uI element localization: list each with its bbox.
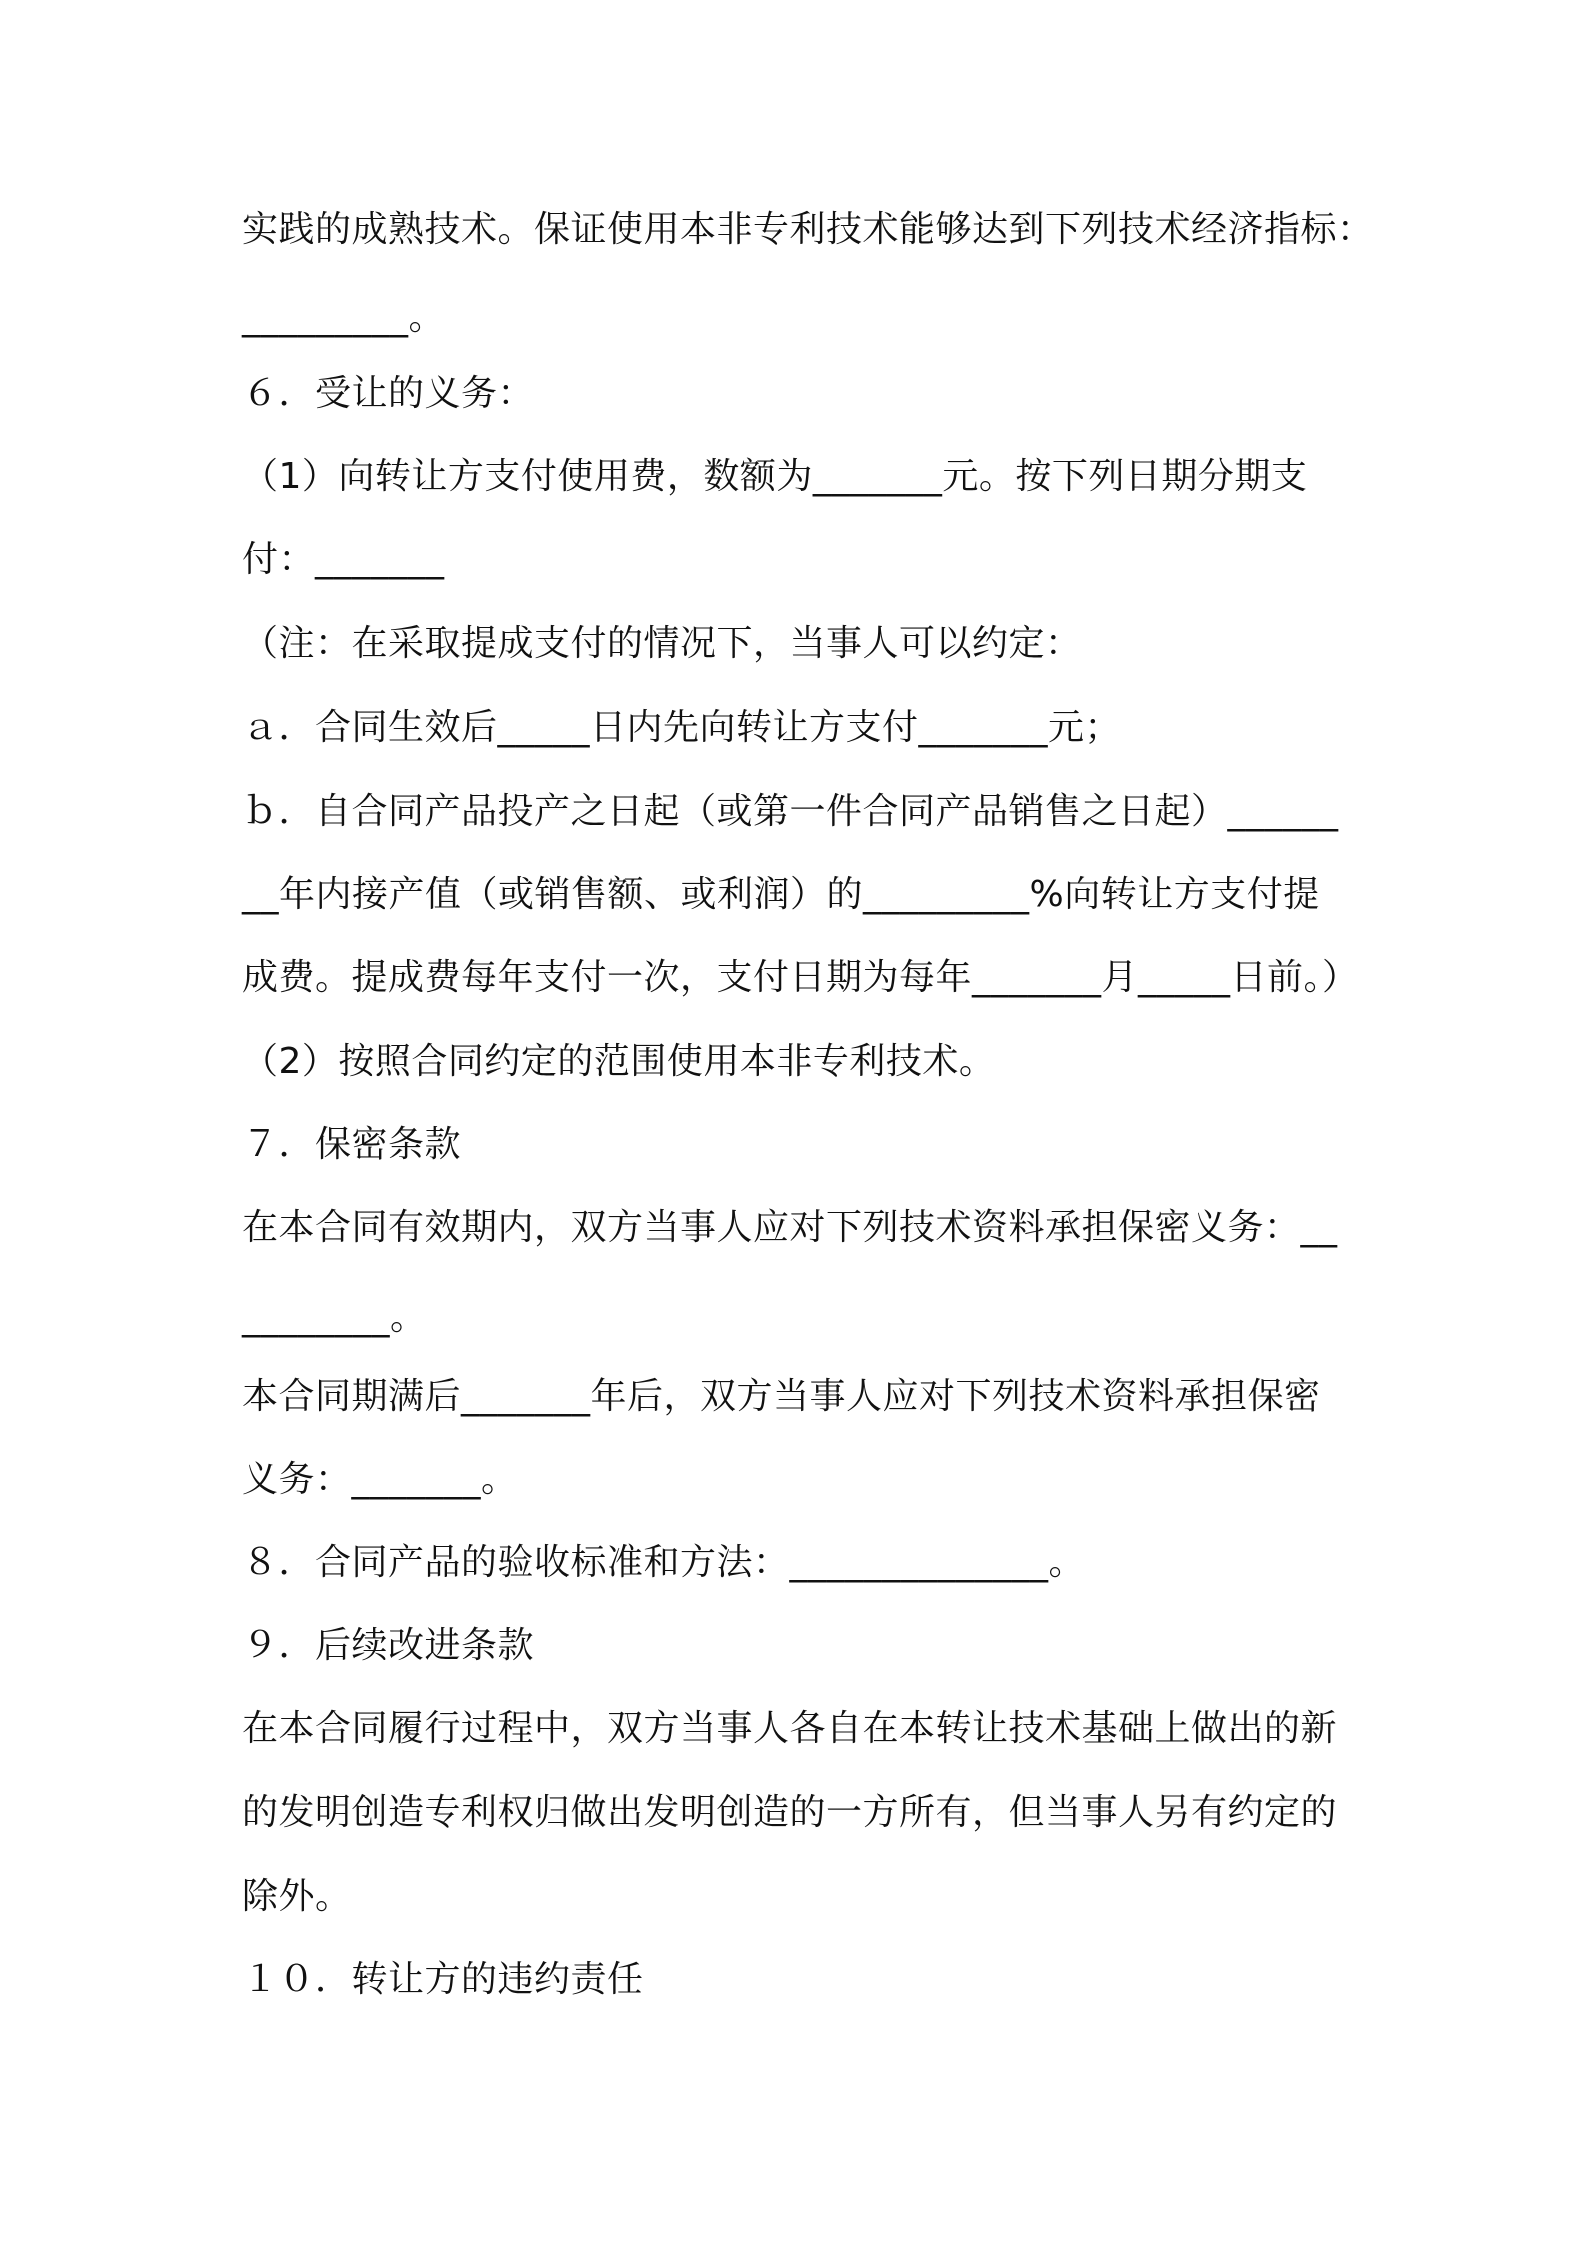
text-line: 实践的成熟技术。保证使用本非专利技术能够达到下列技术经济指标： — [242, 209, 1374, 250]
text-line: （1）向转让方支付使用费，数额为_______元。按下列日期分期支 — [242, 456, 1308, 497]
text-line: 的发明创造专利权归做出发明创造的一方所有，但当事人另有约定的 — [242, 1792, 1338, 1833]
text-line: ａ．合同生效后_____日内先向转让方支付_______元； — [242, 707, 1122, 748]
text-line: 义务：_______。 — [242, 1459, 518, 1500]
text-line: 在本合同有效期内，双方当事人应对下列技术资料承担保密义务：__ — [242, 1207, 1338, 1248]
section-heading: ７．保密条款 — [242, 1124, 462, 1165]
section-heading: ８．合同产品的验收标准和方法：______________。 — [242, 1542, 1086, 1583]
text-line: ________。 — [242, 1297, 427, 1338]
text-line: 成费。提成费每年支付一次，支付日期为每年_______月_____日前。） — [242, 957, 1359, 998]
text-line: 本合同期满后_______年后，双方当事人应对下列技术资料承担保密 — [242, 1376, 1321, 1417]
section-heading: ９．后续改进条款 — [242, 1625, 535, 1666]
text-line: 付：_______ — [242, 539, 445, 580]
section-heading: １０．转让方的违约责任 — [242, 1959, 644, 2000]
text-line: _________。 — [242, 297, 446, 338]
text-line: ｂ．自合同产品投产之日起（或第一件合同产品销售之日起）______ — [242, 791, 1339, 832]
section-heading: ６．受让的义务： — [242, 373, 535, 414]
text-line: （注：在采取提成支付的情况下，当事人可以约定： — [242, 623, 1082, 664]
text-line: 除外。 — [242, 1876, 352, 1917]
text-line: __年内接产值（或销售额、或利润）的_________%向转让方支付提 — [242, 874, 1320, 915]
text-line: 在本合同履行过程中，双方当事人各自在本转让技术基础上做出的新 — [242, 1708, 1338, 1749]
text-line: （2）按照合同约定的范围使用本非专利技术。 — [242, 1041, 996, 1082]
